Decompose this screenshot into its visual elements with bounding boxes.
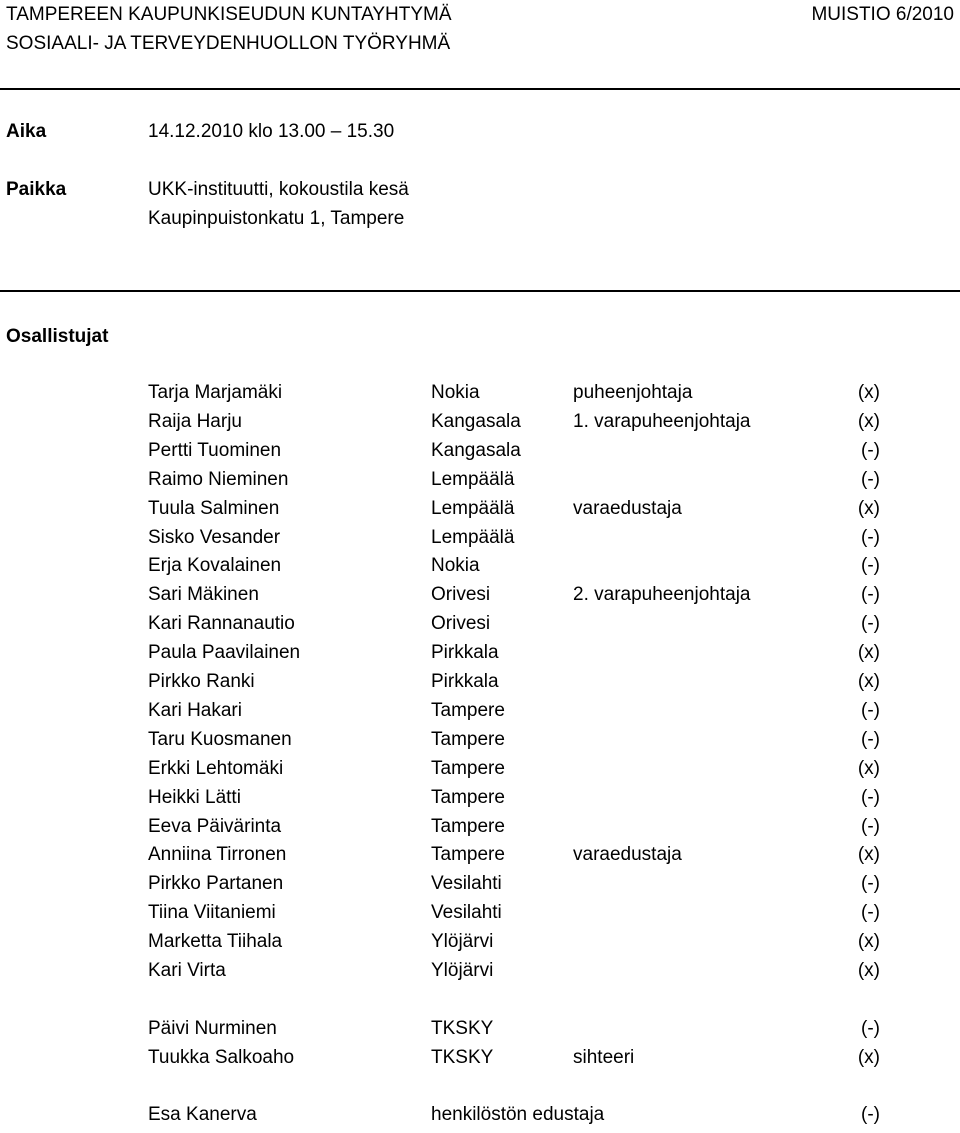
participant-name: Kari Rannanautio xyxy=(148,613,295,635)
participant-organization: Kangasala xyxy=(431,410,521,432)
participant-organization: Vesilahti xyxy=(431,873,502,895)
participant-row xyxy=(0,1047,960,1076)
place-line2: Kaupinpuistonkatu 1, Tampere xyxy=(148,208,405,229)
participant-organization: Lempäälä xyxy=(431,497,515,519)
participant-attendance: (x) xyxy=(857,642,880,664)
place-line1: UKK-instituutti, kokoustila kesä xyxy=(148,179,409,200)
participant-organization: Vesilahti xyxy=(431,902,502,924)
participant-organization: Lempäälä xyxy=(431,526,515,548)
participant-row xyxy=(0,758,960,787)
participant-organization: Pirkkala xyxy=(431,642,499,664)
participant-row xyxy=(0,440,960,469)
participant-attendance: (-) xyxy=(861,555,880,577)
participant-row xyxy=(0,527,960,556)
participant-name: Anniina Tirronen xyxy=(148,844,287,866)
participant-row xyxy=(0,671,960,700)
participant-name: Marketta Tiihala xyxy=(148,931,283,953)
participant-attendance: (-) xyxy=(861,699,880,721)
participant-organization: Orivesi xyxy=(431,584,491,606)
participant-attendance: (-) xyxy=(861,873,880,895)
participant-role: varaedustaja xyxy=(573,844,682,866)
participant-name: Tarja Marjamäki xyxy=(148,382,283,403)
participant-role: varaedustaja xyxy=(573,497,682,519)
participant-organization: Tampere xyxy=(431,815,505,837)
participant-role: 1. varapuheenjohtaja xyxy=(573,410,751,432)
participant-row xyxy=(0,1104,960,1133)
participant-name: Tuula Salminen xyxy=(148,497,280,519)
participants-heading: Osallistujat xyxy=(6,326,109,347)
participant-name: Raimo Nieminen xyxy=(148,468,289,490)
participant-attendance: (-) xyxy=(861,439,880,461)
participant-attendance: (-) xyxy=(861,526,880,548)
participant-row xyxy=(0,411,960,440)
participant-attendance: (-) xyxy=(861,786,880,808)
participant-organization: Pirkkala xyxy=(431,671,499,692)
participant-name: Erja Kovalainen xyxy=(148,555,282,577)
participant-row xyxy=(0,555,960,584)
participant-row xyxy=(0,700,960,729)
document-id: MUISTIO 6/2010 xyxy=(811,4,954,25)
participant-name: Tuukka Salkoaho xyxy=(148,1046,295,1068)
participant-name: Sisko Vesander xyxy=(148,526,281,548)
participant-name: Raija Harju xyxy=(148,410,242,432)
participant-organization: Nokia xyxy=(431,555,480,577)
participant-row xyxy=(0,498,960,527)
participant-name: Eeva Päivärinta xyxy=(148,815,282,837)
participant-row xyxy=(0,844,960,873)
participant-role: puheenjohtaja xyxy=(573,382,693,403)
participant-attendance: (x) xyxy=(857,671,880,692)
participant-organization: Tampere xyxy=(431,757,505,779)
participant-attendance: (x) xyxy=(857,960,880,981)
participant-organization: Orivesi xyxy=(431,613,491,635)
participant-name: Kari Hakari xyxy=(148,699,242,721)
participant-organization: Lempäälä xyxy=(431,468,515,490)
header-divider xyxy=(0,88,960,90)
time-value: 14.12.2010 klo 13.00 – 15.30 xyxy=(148,121,395,142)
participant-row xyxy=(0,960,960,989)
participant-row xyxy=(0,931,960,960)
participant-attendance: (-) xyxy=(861,613,880,635)
participant-attendance: (x) xyxy=(857,410,880,432)
participant-name: Esa Kanerva xyxy=(148,1104,257,1125)
participant-organization: henkilöstön edustaja xyxy=(431,1104,605,1125)
participant-row xyxy=(0,729,960,758)
participant-attendance: (x) xyxy=(857,931,880,953)
participant-attendance: (x) xyxy=(857,1046,880,1068)
participant-row xyxy=(0,902,960,931)
participant-attendance: (-) xyxy=(861,902,880,924)
participant-organization: Tampere xyxy=(431,728,505,750)
participant-name: Erkki Lehtomäki xyxy=(148,757,284,779)
participant-name: Pertti Tuominen xyxy=(148,439,282,461)
participant-name: Tiina Viitaniemi xyxy=(148,902,276,924)
participant-row xyxy=(0,873,960,902)
participant-role: 2. varapuheenjohtaja xyxy=(573,584,751,606)
participant-attendance: (x) xyxy=(857,382,880,403)
participant-organization: TKSKY xyxy=(431,1018,494,1039)
participant-name: Kari Virta xyxy=(148,960,226,981)
participant-row xyxy=(0,816,960,845)
participant-attendance: (x) xyxy=(857,844,880,866)
participant-name: Pirkko Ranki xyxy=(148,671,255,692)
org-name-line1: TAMPEREEN KAUPUNKISEUDUN KUNTAYHTYMÄ xyxy=(6,4,452,25)
participant-role: sihteeri xyxy=(573,1046,635,1068)
participant-row xyxy=(0,613,960,642)
participant-organization: Ylöjärvi xyxy=(431,960,494,981)
participant-attendance: (-) xyxy=(861,468,880,490)
participant-attendance: (x) xyxy=(857,497,880,519)
participant-attendance: (-) xyxy=(861,584,880,606)
participant-attendance: (x) xyxy=(857,757,880,779)
participant-organization: Ylöjärvi xyxy=(431,931,494,953)
participant-row xyxy=(0,584,960,613)
participant-name: Heikki Lätti xyxy=(148,786,241,808)
participant-organization: Tampere xyxy=(431,699,505,721)
participant-row xyxy=(0,382,960,411)
participant-attendance: (-) xyxy=(861,815,880,837)
participant-row xyxy=(0,787,960,816)
participant-attendance: (-) xyxy=(861,728,880,750)
participant-name: Päivi Nurminen xyxy=(148,1018,277,1039)
org-name-line2: SOSIAALI- JA TERVEYDENHUOLLON TYÖRYHMÄ xyxy=(6,33,451,54)
place-label: Paikka xyxy=(6,179,67,200)
participant-name: Sari Mäkinen xyxy=(148,584,259,606)
section-divider xyxy=(0,290,960,292)
participant-attendance: (-) xyxy=(861,1018,880,1039)
participant-row xyxy=(0,642,960,671)
participant-row xyxy=(0,469,960,498)
participant-name: Paula Paavilainen xyxy=(148,642,301,664)
participant-organization: Kangasala xyxy=(431,439,521,461)
participant-attendance: (-) xyxy=(861,1104,880,1125)
time-label: Aika xyxy=(6,121,47,142)
participant-name: Taru Kuosmanen xyxy=(148,728,292,750)
participant-row xyxy=(0,1018,960,1047)
participant-organization: Tampere xyxy=(431,786,505,808)
participant-organization: Tampere xyxy=(431,844,505,866)
participant-organization: Nokia xyxy=(431,382,480,403)
participant-organization: TKSKY xyxy=(431,1046,494,1068)
participant-name: Pirkko Partanen xyxy=(148,873,284,895)
